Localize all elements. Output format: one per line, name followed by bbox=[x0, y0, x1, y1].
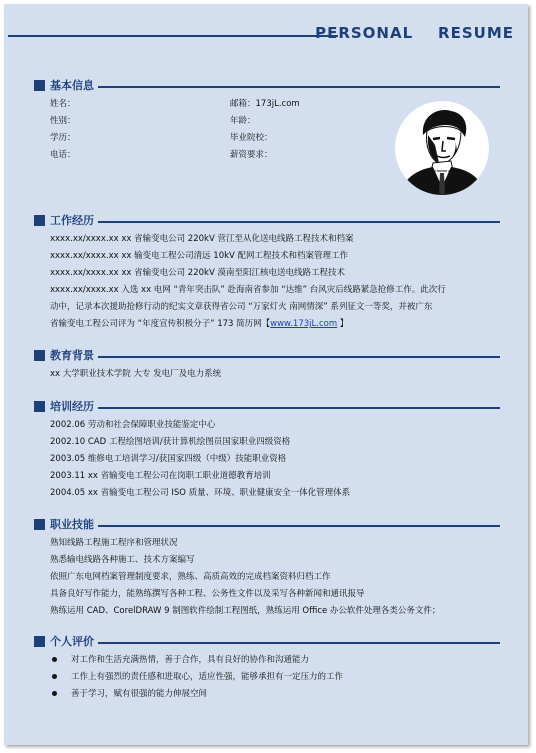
section-marker-icon bbox=[34, 636, 45, 647]
evaluation-item bbox=[52, 669, 500, 686]
training-item: 2003.05 维修电工培训学习/获国家四级（中级）技能职业资格 bbox=[50, 454, 287, 464]
work-item-last bbox=[50, 316, 500, 333]
education-item: xx 大学职业技术学院 大专 发电厂及电力系统 bbox=[50, 369, 222, 379]
work-text-suffix: 】 bbox=[337, 319, 349, 329]
section-self-evaluation bbox=[34, 634, 500, 703]
work-item: xxxx.xx/xxxx.xx xx 省输变电公司 220kV 漠南至阳江核电送电线路工程技术 bbox=[50, 268, 345, 278]
section-title: 工作经历 bbox=[50, 214, 94, 227]
work-item: xxxx.xx/xxxx.xx xx 省输变电公司 220kV 营江至从化送电线路工程技术和档案 bbox=[50, 234, 354, 244]
section-marker-icon bbox=[34, 519, 45, 530]
skill-item: 熟知线路工程施工程序和管理状况 bbox=[50, 538, 178, 548]
skill-item: 熟悉输电线路各种施工、技术方案编写 bbox=[50, 555, 195, 565]
section-marker-icon bbox=[34, 215, 45, 226]
section-work-experience bbox=[34, 213, 500, 333]
bullet-icon bbox=[52, 691, 57, 696]
section-title: 个人评价 bbox=[50, 635, 94, 648]
section-title: 教育背景 bbox=[50, 349, 94, 362]
work-item: 动中，记录本次援助抢修行动的纪实文章获得省公司 “万家灯火 南网情深” 系列征文一等奖，并被广东 bbox=[50, 302, 433, 312]
evaluation-text: 工作上有强烈的责任感和进取心，适应性强，能够承担有一定压力的工作 bbox=[71, 672, 344, 682]
evaluation-item bbox=[52, 652, 500, 669]
skill-item: 熟练运用 CAD、CorelDRAW 9 制图软件绘制工程图纸，熟练运用 Office 办公软件处理各类公务文件； bbox=[50, 606, 441, 616]
work-item: xxxx.xx/xxxx.xx 入选 xx 电网 “青年突击队” 赴海南省参加 “达维” 台风灾后线路紧急抢修工作。此次行 bbox=[50, 285, 446, 295]
section-skills bbox=[34, 517, 500, 620]
section-rule bbox=[98, 356, 500, 358]
skill-item: 具备良好写作能力，能熟练撰写各种工程、公务性文件以及采写各种新闻和通讯报导 bbox=[50, 589, 365, 599]
work-item: xxxx.xx/xxxx.xx xx 输变电工程公司清远 10kV 配网工程技术和档案管理工作 bbox=[50, 251, 349, 261]
evaluation-text: 对工作和生活充满热情，善于合作，具有良好的协作和沟通能力 bbox=[71, 655, 310, 665]
basic-email: 邮箱：173jL.com bbox=[230, 99, 300, 109]
training-item: 2003.11 xx 省输变电工程公司在岗职工职业道德教育培训 bbox=[50, 471, 271, 481]
work-text: 省输变电工程公司评为 “年度宣传积极分子” 173 简历网【 bbox=[50, 319, 271, 329]
section-rule bbox=[98, 642, 500, 644]
resume-title: PERSONAL RESUME bbox=[315, 24, 514, 42]
training-item: 2004.05 xx 省输变电工程公司 ISO 质量、环境、职业健康安全一体化管理体系 bbox=[50, 488, 351, 498]
evaluation-text: 善于学习，赋有很强的能力伸展空间 bbox=[71, 689, 208, 699]
section-education bbox=[34, 348, 500, 383]
skill-item: 依照广东电网档案管理制度要求，熟练、高质高效的完成档案资料归档工作 bbox=[50, 572, 331, 582]
section-rule bbox=[98, 221, 500, 223]
training-item: 2002.10 CAD 工程绘图培训/获计算机绘图员国家职业四级资格 bbox=[50, 437, 291, 447]
section-marker-icon bbox=[34, 401, 45, 412]
basic-gender: 性别： bbox=[50, 116, 76, 126]
training-item: 2002.06 劳动和社会保障职业技能鉴定中心 bbox=[50, 420, 216, 430]
website-link[interactable]: www.173jL.com bbox=[270, 319, 338, 329]
header-rule bbox=[8, 35, 338, 37]
evaluation-item bbox=[52, 686, 500, 703]
section-title: 职业技能 bbox=[50, 518, 94, 531]
section-title: 培训经历 bbox=[50, 400, 94, 413]
section-rule bbox=[98, 86, 500, 88]
section-marker-icon bbox=[34, 80, 45, 91]
section-marker-icon bbox=[34, 350, 45, 361]
section-rule bbox=[98, 525, 500, 527]
profile-photo bbox=[395, 101, 489, 195]
section-title: 基本信息 bbox=[50, 79, 94, 92]
section-training bbox=[34, 399, 500, 502]
basic-age: 年龄： bbox=[230, 116, 256, 126]
basic-name: 姓名： bbox=[50, 99, 76, 109]
bullet-icon bbox=[52, 657, 57, 662]
basic-phone: 电话： bbox=[50, 150, 76, 160]
basic-education: 学历： bbox=[50, 133, 76, 143]
section-rule bbox=[98, 407, 500, 409]
basic-salary: 薪资要求： bbox=[230, 150, 273, 160]
bullet-icon bbox=[52, 674, 57, 679]
basic-school: 毕业院校： bbox=[230, 133, 273, 143]
